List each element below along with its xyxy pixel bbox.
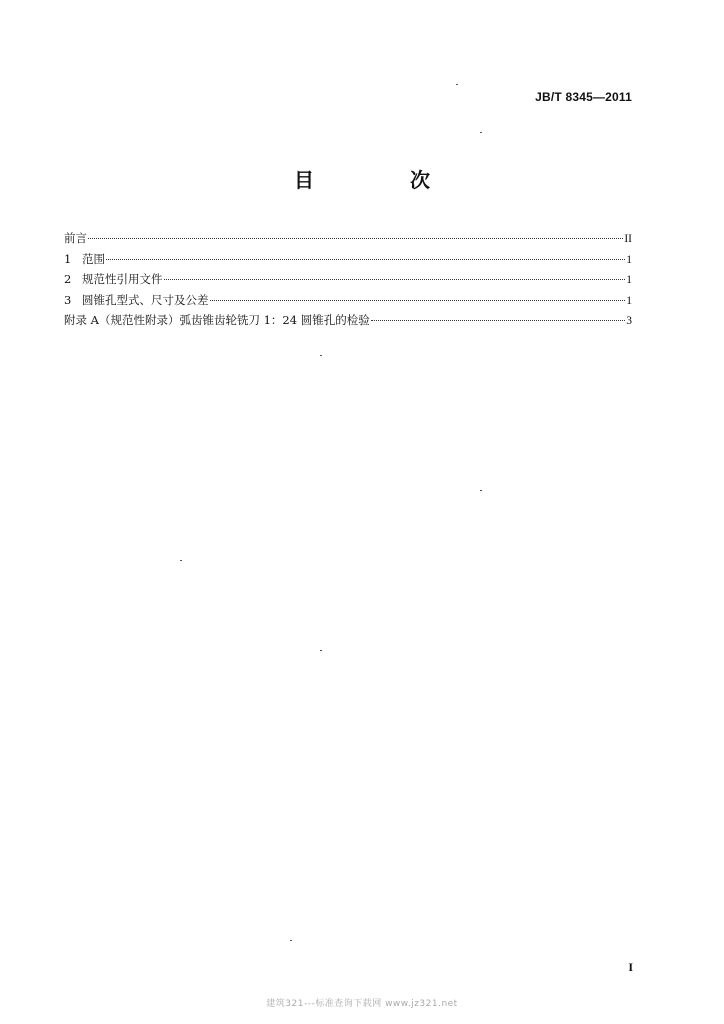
page-title: 目 次: [294, 168, 468, 192]
standard-code: JB/T 8345—2011: [535, 90, 632, 104]
toc-item-label: 范围: [82, 251, 105, 266]
toc-item-foreword[interactable]: [64, 228, 632, 249]
toc-leader-dots: [371, 320, 626, 321]
toc-leader-dots: [88, 238, 623, 239]
toc-item-label: 规范性引用文件: [82, 272, 163, 286]
toc-item-taper-bore[interactable]: [64, 290, 632, 311]
toc-item-number: 1: [64, 251, 72, 266]
toc-leader-dots: [210, 300, 626, 301]
toc-item-annex-a[interactable]: [64, 310, 632, 331]
toc-item-normative-references[interactable]: [64, 269, 632, 290]
scan-speck: [480, 490, 482, 491]
scan-speck: [290, 940, 292, 941]
scan-speck: [480, 132, 482, 133]
toc-item-page: 1: [626, 274, 632, 286]
scan-speck: [320, 650, 322, 651]
toc-item-number: 2: [64, 272, 72, 286]
scan-speck: [180, 560, 182, 561]
table-of-contents: [64, 228, 632, 331]
watermark-text: 建筑321---标准查询下载网 www.jz321.net: [266, 999, 458, 1009]
scan-speck: [456, 84, 458, 85]
toc-item-number: 3: [64, 292, 72, 307]
toc-leader-dots: [106, 259, 625, 260]
scan-speck: [320, 355, 322, 356]
page-number: I: [628, 960, 633, 974]
toc-leader-dots: [164, 279, 626, 280]
toc-item-scope[interactable]: [64, 249, 632, 270]
toc-item-page: 1: [626, 294, 632, 307]
toc-item-page: II: [624, 233, 632, 245]
toc-item-page: 3: [626, 315, 632, 327]
toc-item-label: 附录 A（规范性附录）弧齿锥齿轮铣刀 1：24 圆锥孔的检验: [64, 313, 370, 327]
toc-item-label: 圆锥孔型式、尺寸及公差: [82, 292, 209, 307]
toc-item-page: 1: [626, 253, 632, 266]
toc-item-label: 前言: [64, 231, 87, 245]
